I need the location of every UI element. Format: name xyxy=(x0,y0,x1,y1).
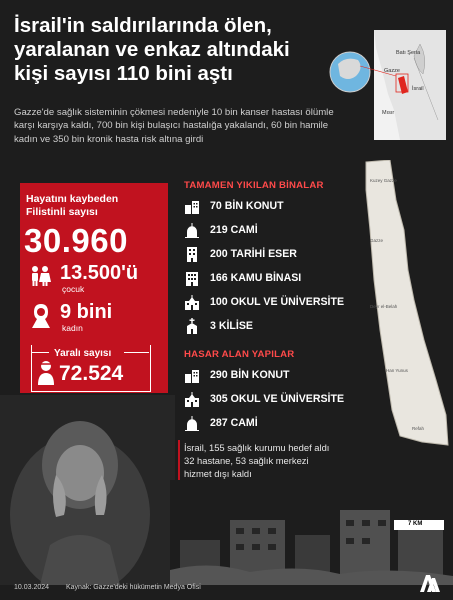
locator-label-bati-seria: Batı Şeria xyxy=(396,50,421,56)
city-refah: Refah xyxy=(412,426,425,431)
destroyed-item-label: 100 OKUL VE ÜNİVERSİTE xyxy=(210,296,345,308)
public-building-icon xyxy=(184,270,200,286)
damaged-item-label: 290 BİN KONUT xyxy=(210,369,290,381)
destroyed-item-label: 70 BİN KONUT xyxy=(210,200,284,212)
map-scale xyxy=(394,520,444,536)
health-note-line-3: hizmet dışı kaldı xyxy=(184,468,252,479)
wounded-label: Yaralı sayısı xyxy=(54,348,112,359)
aa-logo xyxy=(418,572,442,594)
damaged-item-label: 305 OKUL VE ÜNİVERSİTE xyxy=(210,393,345,405)
women-value: 9 bini xyxy=(60,301,113,323)
historic-building-icon xyxy=(184,246,200,262)
mosque-icon xyxy=(184,222,200,238)
school-icon xyxy=(184,391,200,407)
locator-label-israil: İsrail xyxy=(412,86,424,92)
killed-value: 30.960 xyxy=(24,222,128,259)
page-title xyxy=(14,14,334,86)
locator-label-misir: Mısır xyxy=(382,110,395,116)
page-subtitle: Gazze'de sağlık sisteminin çökmesi nedeniyle 10 bin kanser hastası ölümle karşı karşıya kaldı, 700 bin kişi bulaşıcı hastalığa yakalandı, 60 bin hamile kadın ve 350 bin kronik hasta risk altına girdi xyxy=(14,107,334,145)
wounded-person-icon xyxy=(36,360,56,386)
wounded-box-top-right xyxy=(124,352,149,353)
children-icon xyxy=(28,264,52,288)
locator-label-gazze: Gazze xyxy=(384,68,400,74)
wounded-value: 72.524 xyxy=(59,362,124,385)
title-line-2: yaralanan ve enkaz altındaki xyxy=(14,38,290,61)
destroyed-item-label: 3 KİLİSE xyxy=(210,320,253,332)
killed-label: Hayatını kaybeden Filistinli sayısı xyxy=(26,193,119,218)
mosque-icon xyxy=(184,415,200,431)
destroyed-item-label: 219 CAMİ xyxy=(210,224,258,236)
children-value: 13.500'ü xyxy=(60,262,139,284)
housing-icon xyxy=(184,198,200,214)
footer-source: Kaynak: Gazze'deki hükümetin Medya Ofisi xyxy=(66,584,201,591)
gaza-strip-map xyxy=(352,160,452,450)
scale-label: 7 KM xyxy=(408,521,423,527)
woman-icon xyxy=(30,303,52,329)
city-deyr-el-belah: Deyr el-Belah xyxy=(370,304,398,309)
housing-icon xyxy=(184,367,200,383)
church-icon xyxy=(184,318,200,334)
wounded-box-top-left xyxy=(31,352,49,353)
children-label: çocuk xyxy=(62,284,85,294)
health-note-line-2: 32 hastane, 53 sağlık merkezi xyxy=(184,455,309,466)
locator-map xyxy=(328,30,446,140)
title-line-1: İsrail'in saldırılarında ölen, xyxy=(14,14,272,37)
health-note xyxy=(184,441,374,480)
health-note-line-1: İsrail, 155 sağlık kurumu hedef aldı xyxy=(184,442,330,453)
damaged-item-label: 287 CAMİ xyxy=(210,417,258,429)
damaged-heading: HASAR ALAN YAPILAR xyxy=(184,349,295,360)
destroyed-heading: TAMAMEN YIKILAN BİNALAR xyxy=(184,180,324,191)
school-icon xyxy=(184,294,200,310)
title-line-3: kişi sayısı 110 bini aştı xyxy=(14,62,233,85)
destroyed-item-label: 166 KAMU BİNASI xyxy=(210,272,302,284)
city-han-yunus: Han Yunus xyxy=(386,368,408,373)
city-kuzey-gazze: Kuzey Gazze xyxy=(370,178,397,183)
footer-date: 10.03.2024 xyxy=(14,584,50,591)
aa-logo-mark xyxy=(418,572,442,594)
destroyed-item-label: 200 TARİHİ ESER xyxy=(210,248,297,260)
note-accent-bar xyxy=(178,440,180,480)
women-label: kadın xyxy=(62,323,83,333)
city-gazze: Gazze xyxy=(370,238,384,243)
photo-grieving-woman xyxy=(0,395,175,585)
